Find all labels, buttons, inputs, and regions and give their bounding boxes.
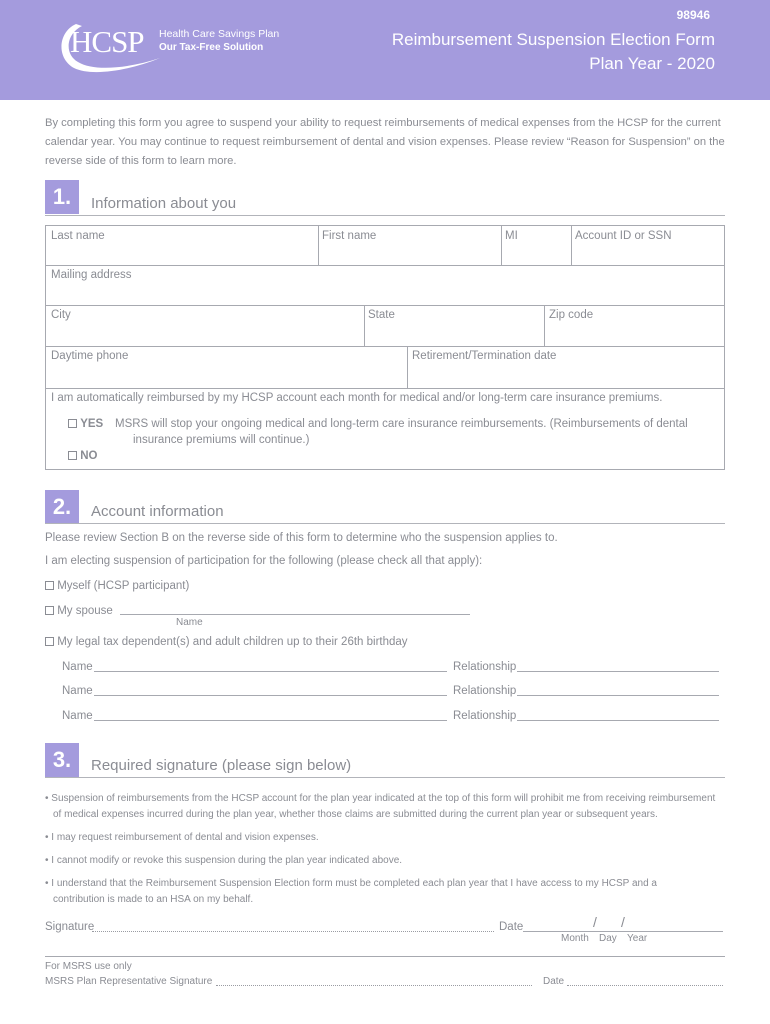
mi-label: MI: [505, 230, 518, 242]
form-title: Reimbursement Suspension Election Form: [391, 30, 715, 49]
divider: [364, 305, 365, 346]
date-line[interactable]: [523, 931, 723, 932]
daytime-phone-label: Daytime phone: [51, 350, 129, 362]
mailing-address-label: Mailing address: [51, 269, 132, 281]
msrs-rep-signature-label: MSRS Plan Representative Signature: [45, 976, 213, 987]
divider: [318, 226, 319, 265]
form-number: 98946: [676, 8, 710, 22]
date-slash-1: /: [593, 914, 597, 930]
plan-year: Plan Year - 2020: [589, 54, 715, 73]
logo-text: HCSP: [70, 24, 144, 59]
section-1-number: 1.: [45, 180, 79, 214]
divider: [571, 226, 572, 265]
dependent-1-relationship-line[interactable]: [517, 671, 719, 672]
zip-code-label: Zip code: [549, 309, 594, 321]
msrs-rep-signature-line[interactable]: [216, 985, 532, 986]
section-3-rule: [45, 777, 725, 778]
retirement-date-label: Retirement/Termination date: [412, 350, 557, 362]
dependents-checkbox[interactable]: [45, 637, 54, 646]
dependent-2-name-line[interactable]: [94, 695, 447, 696]
section-2-title: Account information: [91, 503, 224, 520]
section-2-rule: [45, 523, 725, 524]
header-banner: [0, 0, 770, 100]
dependent-3-relationship-label: Relationship: [453, 710, 517, 722]
bullet-suspension-line-2: of medical expenses incurred during the plan year, whether those claims are submitted during the current plan year or subsequent years.: [53, 809, 658, 820]
section-3-number: 3.: [45, 743, 79, 777]
yes-explanation: MSRS will stop your ongoing medical and long-term care insurance reimbursements. (Reimbursements of dental: [115, 418, 688, 430]
last-name-label: Last name: [51, 230, 105, 242]
myself-label: Myself (HCSP participant): [57, 580, 190, 592]
divider: [46, 305, 724, 306]
yes-explanation-cont: insurance premiums will continue.): [133, 434, 310, 446]
dependent-2-relationship-label: Relationship: [453, 685, 517, 697]
no-label: NO: [80, 450, 98, 462]
bullet-cannot-modify: • I cannot modify or revoke this suspension during the plan year indicated above.: [45, 855, 403, 866]
dependent-3-name-line[interactable]: [94, 720, 447, 721]
spouse-name-line[interactable]: [120, 614, 470, 615]
section-2-number: 2.: [45, 490, 79, 524]
electing-text: I am electing suspension of participation for the following (please check all that apply):: [45, 555, 483, 567]
bullet-each-plan-year-line-2: contribution is made to an HSA on my behalf.: [53, 894, 254, 905]
msrs-divider: [45, 956, 725, 957]
section-1-rule: [45, 215, 725, 216]
day-caption: Day: [599, 933, 617, 944]
year-caption: Year: [627, 933, 648, 944]
section-3-title: Required signature (please sign below): [91, 757, 352, 774]
spouse-name-caption: Name: [176, 617, 203, 628]
section-1-title: Information about you: [91, 195, 237, 212]
divider: [46, 265, 724, 266]
date-label: Date: [499, 921, 524, 933]
date-slash-2: /: [621, 914, 625, 930]
signature-line[interactable]: [92, 931, 494, 932]
myself-checkbox[interactable]: [45, 581, 54, 590]
msrs-date-label: Date: [543, 976, 565, 987]
no-option[interactable]: [68, 450, 97, 462]
divider: [46, 346, 724, 347]
yes-label: YES: [80, 418, 104, 430]
msrs-date-line[interactable]: [567, 985, 723, 986]
spouse-option[interactable]: [45, 605, 113, 617]
dependents-option[interactable]: [45, 636, 408, 648]
divider: [46, 388, 724, 389]
dependents-label: My legal tax dependent(s) and adult children up to their 26th birthday: [57, 636, 408, 648]
city-label: City: [51, 309, 71, 321]
bullet-each-plan-year-line-1: • I understand that the Reimbursement Suspension Election form must be completed each plan year that I have access to my HCSP and a: [45, 878, 657, 889]
spouse-checkbox[interactable]: [45, 606, 54, 615]
review-section-b-text: Please review Section B on the reverse side of this form to determine who the suspension applies to.: [45, 532, 558, 544]
personal-info-grid: [45, 225, 725, 470]
bullet-each-plan-year: [45, 876, 725, 908]
bullet-suspension: [45, 791, 725, 823]
bullet-suspension-line-1: • Suspension of reimbursements from the HCSP account for the plan year indicated at the top of this form will prohibit me from receiving reimbursement: [45, 793, 716, 804]
dependent-2-relationship-line[interactable]: [517, 695, 719, 696]
account-id-label: Account ID or SSN: [575, 230, 672, 242]
dependent-1-name-line[interactable]: [94, 671, 447, 672]
yes-option[interactable]: [68, 418, 103, 430]
logo-name: Health Care Savings Plan: [159, 28, 280, 40]
no-checkbox[interactable]: [68, 451, 77, 460]
bullet-dental-vision: • I may request reimbursement of dental and vision expenses.: [45, 832, 319, 843]
dependent-2-name-label: Name: [62, 685, 93, 697]
state-label: State: [368, 309, 395, 321]
month-caption: Month: [561, 933, 589, 944]
divider: [501, 226, 502, 265]
dependent-1-relationship-label: Relationship: [453, 661, 517, 673]
signature-label: Signature: [45, 921, 95, 933]
intro-paragraph: By completing this form you agree to suspend your ability to request reimbursements of medical expenses from the HCSP for the current calendar year. You may continue to request reimbursement of dental and vision expenses. Please review “Reason for Suspension” on the reverse side of this form to learn more.: [45, 117, 725, 167]
dependent-3-name-label: Name: [62, 710, 93, 722]
divider: [407, 346, 408, 388]
dependent-1-name-label: Name: [62, 661, 93, 673]
yes-checkbox[interactable]: [68, 419, 77, 428]
logo-tagline: Our Tax-Free Solution: [159, 42, 264, 53]
myself-option[interactable]: [45, 580, 189, 592]
spouse-label: My spouse: [57, 605, 113, 617]
msrs-use-only-label: For MSRS use only: [45, 961, 132, 972]
dependent-3-relationship-line[interactable]: [517, 720, 719, 721]
first-name-label: First name: [322, 230, 377, 242]
divider: [544, 305, 545, 346]
auto-reimbursed-statement: I am automatically reimbursed by my HCSP account each month for medical and/or long-term care insurance premiums.: [51, 392, 663, 404]
